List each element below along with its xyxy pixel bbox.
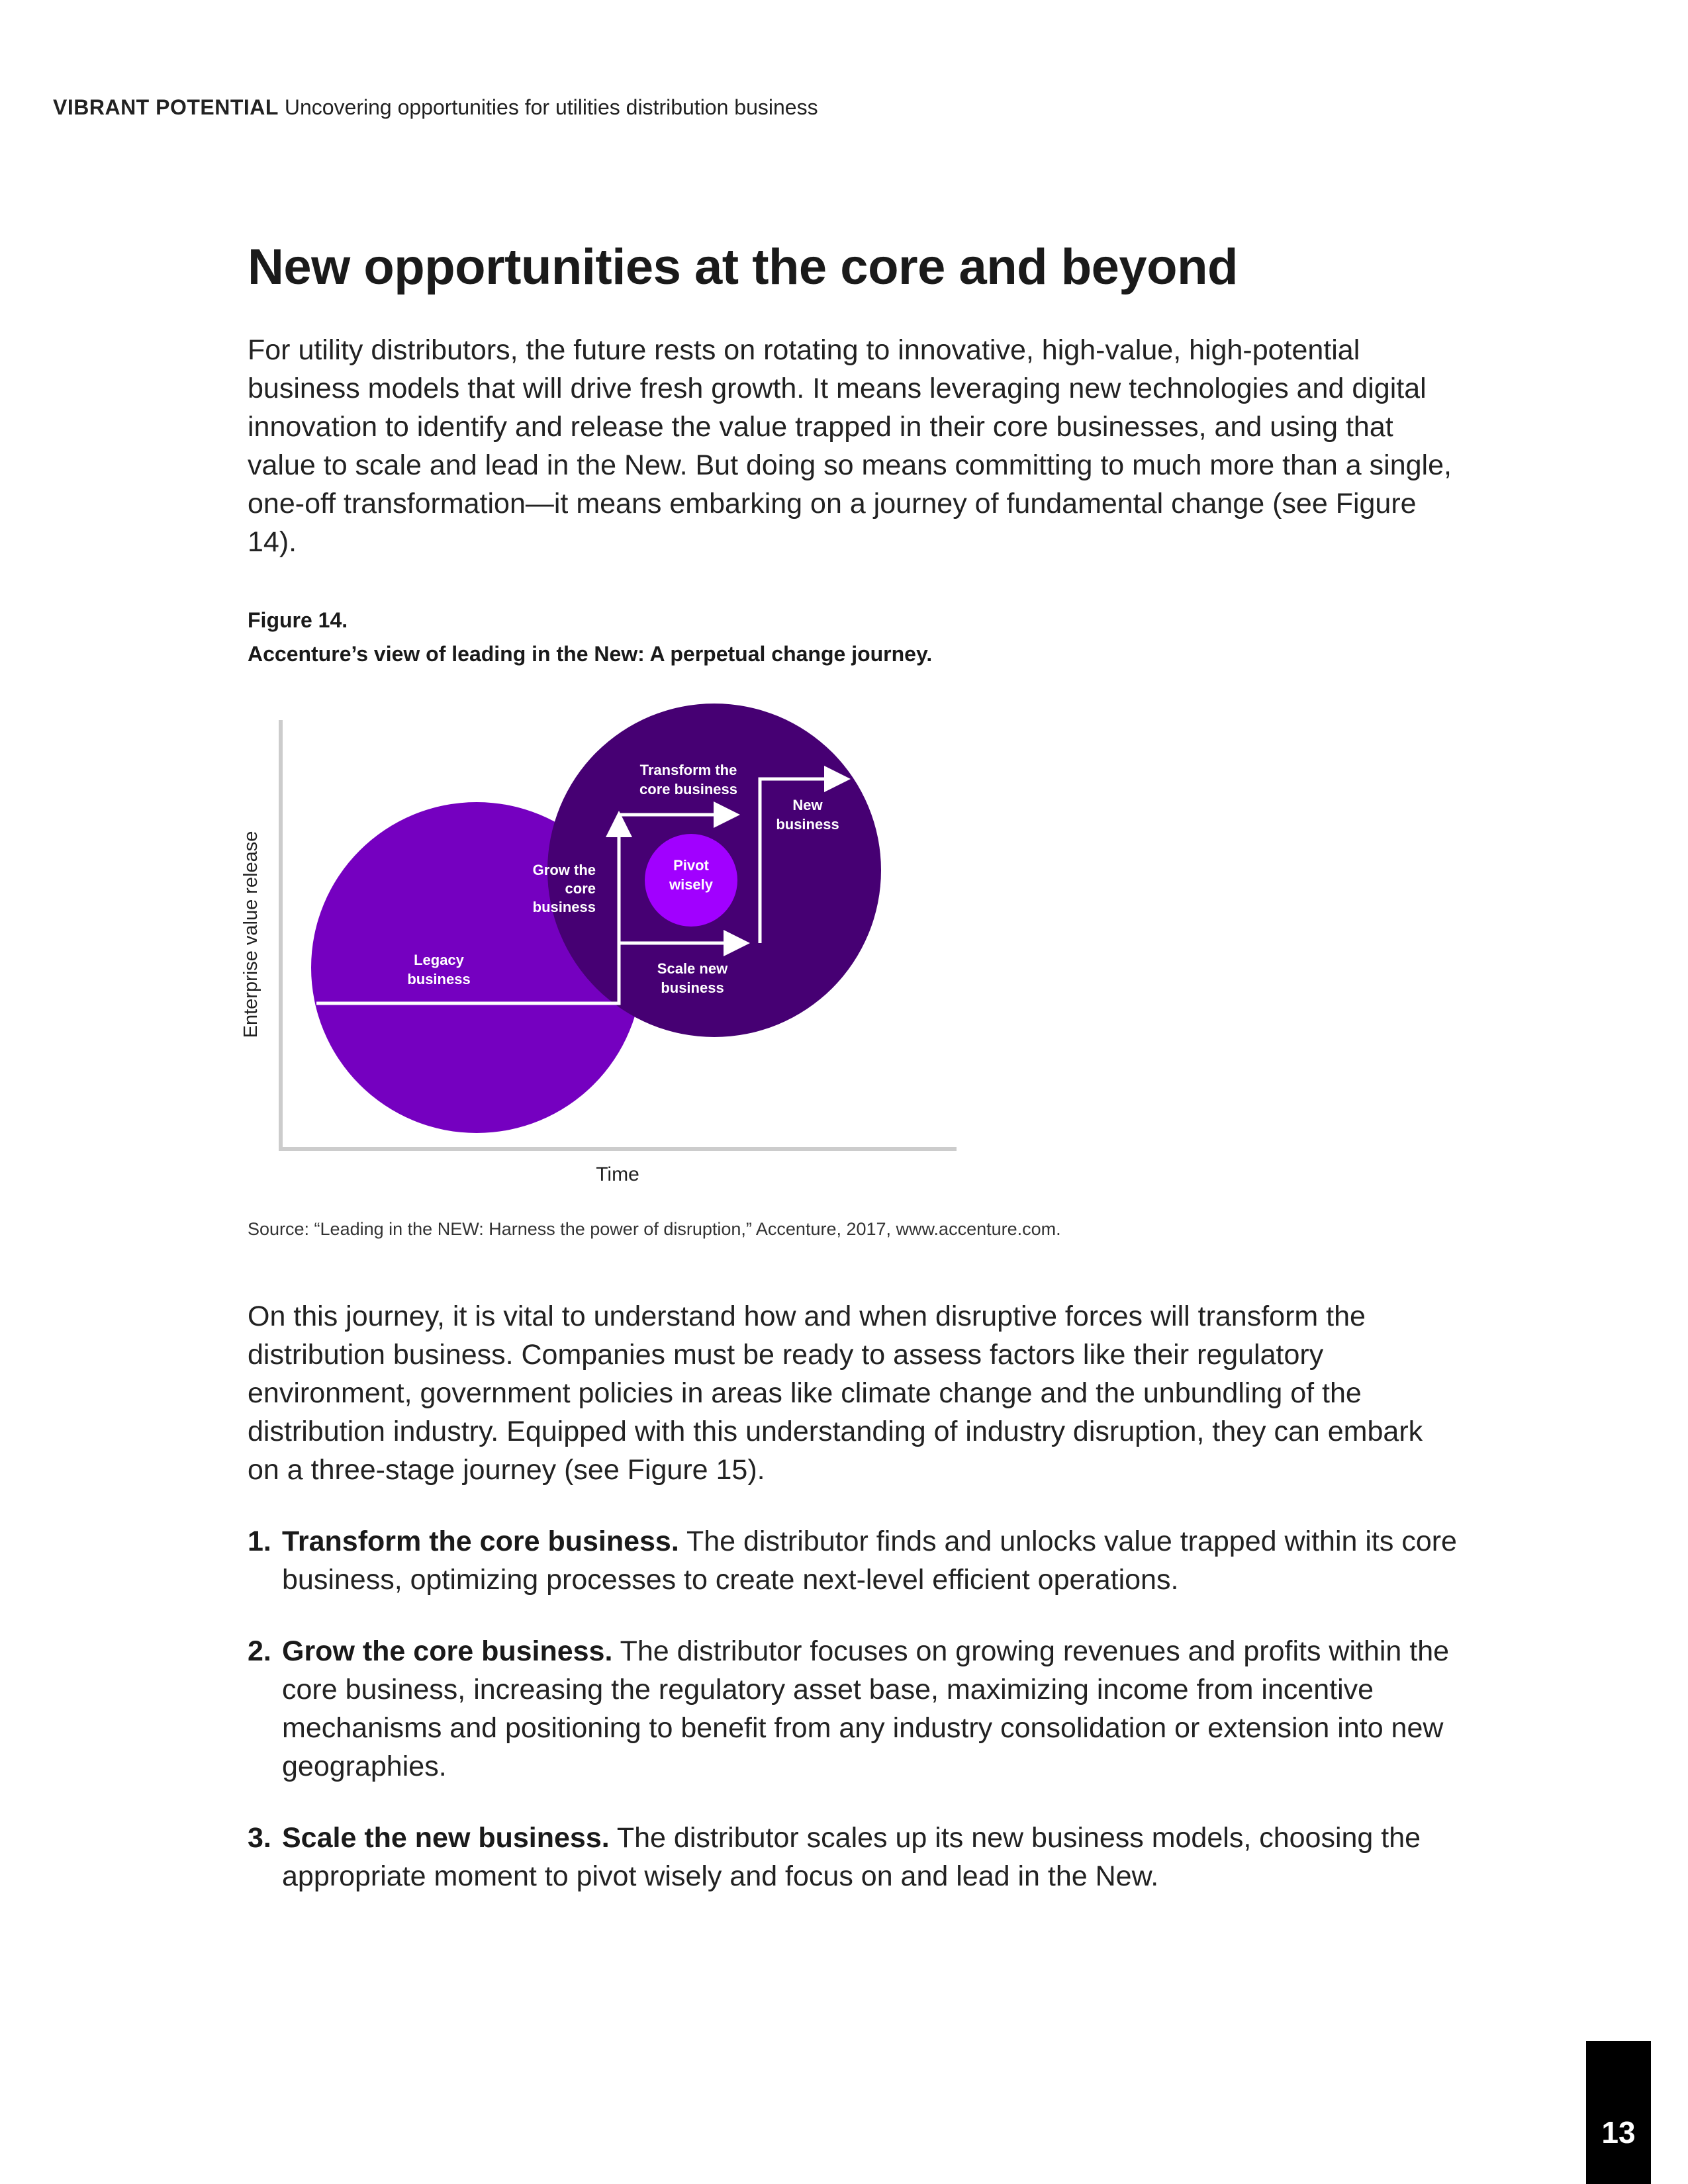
- list-item-number: 3.: [248, 1822, 271, 1854]
- intro-paragraph: For utility distributors, the future rests on rotating to innovative, high-value, high-potential business models that will drive fresh growth. It means leveraging new technologies and digital innovation to identify and release the value trapped in their core businesses, and using that value to scale and lead in the New. But doing so means committing to much more than a single, one-off transformation—it means embarking on a journey of fundamental change (see Figure 14).: [248, 334, 1452, 558]
- list-item-lead: Scale the new business.: [282, 1822, 610, 1854]
- pivot-label-line2: wisely: [669, 876, 714, 893]
- legacy-label-line2: business: [407, 971, 471, 987]
- journey-stage-list: [248, 1522, 1466, 1929]
- page-number-tab: [1586, 2041, 1651, 2184]
- list-item-number: 1.: [248, 1525, 271, 1557]
- transform-label-line1: Transform the: [639, 762, 737, 778]
- list-item-number: 2.: [248, 1635, 271, 1667]
- list-item-text: The distributor focuses on growing revenues and profits within the core business, increasing the regulatory asset base, maximizing income from incentive mechanisms and positioning to benefit from any industry consolidation or extension into new geographies.: [282, 1635, 1450, 1782]
- figure-title: Accenture’s view of leading in the New: A perpetual change journey.: [248, 642, 933, 666]
- scale-label-line1: Scale new: [657, 960, 728, 977]
- x-axis-label: Time: [596, 1163, 639, 1185]
- figure-caption: [248, 604, 932, 671]
- list-item-text: The distributor scales up its new business models, choosing the appropriate moment to pivot wisely and focus on and lead in the New.: [282, 1822, 1421, 1892]
- legacy-label-line1: Legacy: [414, 952, 464, 968]
- new-business-label-line1: New: [792, 797, 823, 813]
- list-item-lead: Transform the core business.: [282, 1525, 679, 1557]
- grow-label-line1: Grow the: [532, 862, 596, 878]
- header-subtitle: Uncovering opportunities for utilities distribution business: [284, 95, 818, 119]
- list-item: [248, 1819, 1466, 1895]
- figure-source: Source: “Leading in the NEW: Harness the power of disruption,” Accenture, 2017, www.accenture.com.: [248, 1219, 1061, 1239]
- grow-label-line3: business: [532, 899, 596, 915]
- list-item: [248, 1522, 1466, 1599]
- new-business-label-line2: business: [776, 816, 839, 833]
- second-paragraph: On this journey, it is vital to understand how and when disruptive forces will transform the distribution business. Companies must be ready to assess factors like their regulatory environment, government policies in areas like climate change and the unbundling of the distribution industry. Equipped with this understanding of industry disruption, they can embark on a three-stage journey (see Figure 15).: [248, 1300, 1423, 1486]
- y-axis-label: Enterprise value release: [240, 831, 261, 1038]
- transform-label-line2: core business: [639, 781, 737, 797]
- page-number: 13: [1601, 2115, 1636, 2150]
- list-item: [248, 1632, 1466, 1786]
- grow-label-line2: core: [565, 880, 596, 897]
- figure-label: Figure 14.: [248, 608, 348, 632]
- page-title: New opportunities at the core and beyond: [248, 239, 1238, 295]
- list-item-text: The distributor finds and unlocks value trapped within its core business, optimizing processes to create next-level efficient operations.: [282, 1525, 1457, 1596]
- running-header: [53, 95, 818, 120]
- header-section-name: VIBRANT POTENTIAL: [53, 95, 279, 119]
- list-item-lead: Grow the core business.: [282, 1635, 613, 1667]
- scale-label-line2: business: [661, 979, 724, 996]
- figure-diagram: [238, 702, 966, 1205]
- pivot-label-line1: Pivot: [673, 857, 709, 874]
